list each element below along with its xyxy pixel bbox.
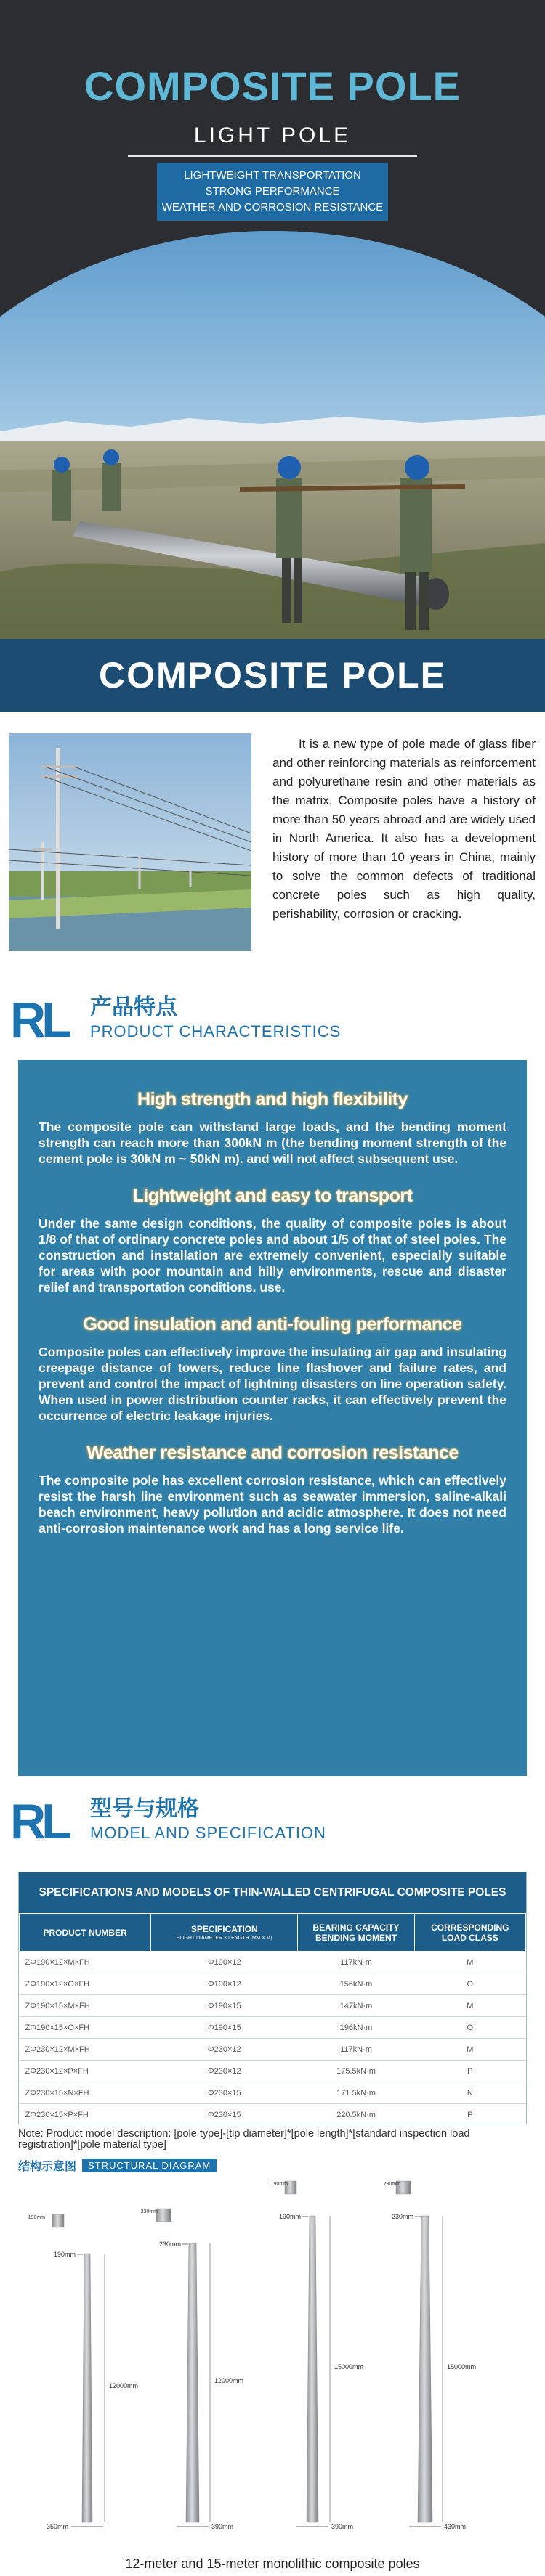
- col-bearing: BEARING CAPACITY BENDING MOMENT: [298, 1914, 414, 1952]
- banner-title: COMPOSITE POLE: [98, 655, 447, 696]
- cell-load-class: M: [414, 1952, 525, 1973]
- cell-bearing: 117kN·m: [298, 1952, 414, 1973]
- cell-specification: Φ190×12: [151, 1973, 298, 1995]
- table-row: [20, 1995, 526, 2017]
- cell-product-number: ZΦ230×12×P×FH: [20, 2061, 151, 2082]
- cell-specification: Φ230×15: [151, 2104, 298, 2126]
- rl-logo: RL: [10, 993, 68, 1048]
- characteristic-body: Composite poles can effectively improve the insulating air gap and insulating creepage distance of towers, reduce line flashover and failure rates, and prevent and control the impact of lightning disasters on line operation safety. When used in power distribution counter racks, it can effectively prevent the occurrence of electric leakage injuries.: [39, 1345, 506, 1423]
- model-heading: [0, 1790, 545, 1862]
- pole-cap-label: 230mm: [140, 2209, 158, 2214]
- heading-en: PRODUCT CHARACTERISTICS: [90, 1022, 342, 1040]
- characteristic-item: [39, 1443, 506, 1536]
- characteristic-body: The composite pole can withstand large loads, and the bending moment strength can reach more than 300kN m (the bending moment strength of the cement pole is 30kN m ~ 50kN m). and will not affect subsequent use.: [39, 1120, 506, 1166]
- characteristics-panel: [18, 1060, 527, 1776]
- cell-product-number: ZΦ230×15×N×FH: [20, 2082, 151, 2104]
- table-row: [20, 2082, 526, 2104]
- intro-section: [0, 712, 545, 989]
- col-load-class: CORRESPONDING LOAD CLASS: [414, 1914, 525, 1952]
- cell-bearing: 175.5kN·m: [298, 2061, 414, 2082]
- rl-logo: RL: [10, 1794, 68, 1849]
- intro-paragraph: It is a new type of pole made of glass fiber and other reinforcing materials as reinforcement and polyurethane resin and other materials as the matrix. Composite poles have a history of more than 50 years abroad and are widely used in North America. It also has a development history of more than 10 years in China, mainly to solve the common defects of traditional concrete poles such as high quality, perishability, corrosion or cracking.: [272, 737, 536, 921]
- cell-product-number: ZΦ190×12×O×FH: [20, 1973, 151, 1995]
- cell-specification: Φ230×12: [151, 2061, 298, 2082]
- pole-cap-label: 190mm: [28, 2215, 45, 2220]
- spec-table-body: [20, 1952, 526, 2126]
- hero-tag: LIGHTWEIGHT TRANSPORTATION: [184, 169, 361, 182]
- cell-load-class: M: [414, 1995, 525, 2017]
- cell-specification: Φ230×15: [151, 2082, 298, 2104]
- pole-cap-section: [52, 2214, 64, 2227]
- cell-load-class: N: [414, 2082, 525, 2104]
- cell-specification: Φ190×12: [151, 1952, 298, 1973]
- pole-tip-label: 230mm: [391, 2213, 413, 2220]
- hero-tag: STRONG PERFORMANCE: [205, 185, 340, 197]
- col-specification: [151, 1914, 298, 1952]
- hero-tag: WEATHER AND CORROSION RESISTANCE: [161, 201, 384, 213]
- composite-pole-banner: [0, 639, 545, 712]
- col-product-number: PRODUCT NUMBER: [20, 1914, 151, 1952]
- model-section: [0, 1790, 545, 2576]
- characteristic-item: [39, 1186, 506, 1295]
- cell-bearing: 117kN·m: [298, 2039, 414, 2061]
- pole-length-label: 12000mm: [214, 2377, 244, 2384]
- cell-bearing: 196kN·m: [298, 2017, 414, 2039]
- cell-bearing: 147kN·m: [298, 1995, 414, 2017]
- pole-cap-label: 190mm: [270, 2182, 288, 2187]
- pole-cap-section: [156, 2209, 171, 2222]
- table-header-row: [20, 1914, 526, 1952]
- structural-diagram-svg: [0, 2174, 545, 2551]
- cell-bearing: 171.5kN·m: [298, 2082, 414, 2104]
- pole-length-label: 15000mm: [447, 2363, 477, 2371]
- characteristic-body: The composite pole has excellent corrosion resistance, which can effectively resist the harsh line environment such as seawater immersion, saline-alkali beach environment, heavy pollution and acidic atmosphere. It does not need anti-corrosion maintenance work and has a long service life.: [39, 1473, 506, 1536]
- characteristic-title: Good insulation and anti-fouling performance: [83, 1314, 462, 1334]
- table-row: [20, 2061, 526, 2082]
- structure-heading-cn: 结构示意图: [18, 2160, 77, 2173]
- spec-table: [19, 1913, 526, 2126]
- heading-cn: 产品特点: [90, 995, 177, 1019]
- cell-load-class: O: [414, 1973, 525, 1995]
- cell-load-class: O: [414, 2017, 525, 2039]
- pole-tip-label: 230mm: [158, 2241, 181, 2248]
- cell-specification: Φ190×15: [151, 1995, 298, 2017]
- table-row: [20, 1973, 526, 1995]
- structure-heading: [18, 2156, 545, 2174]
- hero-subtitle: LIGHT POLE: [193, 123, 352, 147]
- table-row: [20, 1952, 526, 1973]
- spec-table-wrapper: [18, 1872, 527, 2124]
- characteristic-title: High strength and high flexibility: [137, 1089, 408, 1109]
- cell-bearing: 220.5kN·m: [298, 2104, 414, 2126]
- pole-base-label: 430mm: [444, 2523, 467, 2530]
- table-row: [20, 2039, 526, 2061]
- cell-product-number: ZΦ190×15×O×FH: [20, 2017, 151, 2039]
- heading-en: MODEL AND SPECIFICATION: [90, 1824, 326, 1842]
- cell-product-number: ZΦ190×12×M×FH: [20, 1952, 151, 1973]
- table-row: [20, 2017, 526, 2039]
- pole-base-label: 390mm: [331, 2523, 354, 2530]
- model-note: Note: Product model description: [pole type]-[tip diameter]*[pole length]*[standard inspection load registration]*[pole material type]: [18, 2128, 470, 2151]
- cell-bearing: 156kN·m: [298, 1973, 414, 1995]
- pole-length-label: 12000mm: [109, 2382, 139, 2389]
- cell-product-number: ZΦ190×15×M×FH: [20, 1995, 151, 2017]
- structure-heading-en: STRUCTURAL DIAGRAM: [82, 2159, 217, 2172]
- cell-load-class: P: [414, 2061, 525, 2082]
- spec-table-title: SPECIFICATIONS AND MODELS OF THIN-WALLED CENTRIFUGAL COMPOSITE POLES: [19, 1872, 526, 1913]
- characteristic-title: Weather resistance and corrosion resistance: [86, 1443, 459, 1463]
- cell-specification: Φ230×12: [151, 2039, 298, 2061]
- intro-photo-poles-by-river: [9, 733, 251, 951]
- characteristic-item: [39, 1314, 506, 1424]
- characteristic-item: [39, 1089, 506, 1167]
- characteristics-heading: [0, 989, 545, 1060]
- structural-diagram: [0, 2174, 545, 2551]
- cell-load-class: P: [414, 2104, 525, 2126]
- characteristic-title: Lightweight and easy to transport: [132, 1186, 413, 1206]
- cell-specification: Φ190×15: [151, 2017, 298, 2039]
- heading-cn: 型号与规格: [90, 1797, 199, 1821]
- pole-base-label: 390mm: [211, 2523, 234, 2530]
- col-spec-sub: SLIGHT DIAMETER × LENGTH (MM × M): [176, 1936, 272, 1941]
- pole-length-label: 15000mm: [334, 2363, 364, 2371]
- hero-divider: [128, 155, 417, 157]
- pole-base-label: 350mm: [46, 2523, 68, 2530]
- pole-shape: [307, 2216, 318, 2522]
- cell-load-class: M: [414, 2039, 525, 2061]
- hero-photo-workers-carrying-pole: [0, 231, 545, 639]
- hero-title: COMPOSITE POLE: [84, 63, 461, 109]
- hero-section: [0, 0, 545, 639]
- cell-product-number: ZΦ230×15×P×FH: [20, 2104, 151, 2126]
- cell-product-number: ZΦ230×12×M×FH: [20, 2039, 151, 2061]
- diagram-caption: 12-meter and 15-meter monolithic composite poles: [125, 2556, 420, 2571]
- pole-shape: [82, 2254, 92, 2522]
- pole-tip-label: 190mm: [278, 2213, 301, 2220]
- pole-shape: [186, 2243, 199, 2522]
- hero-tag-box: [157, 163, 388, 221]
- characteristics-section: [0, 989, 545, 1776]
- pole-cap-label: 230mm: [383, 2182, 400, 2187]
- col-spec-label: SPECIFICATION: [190, 1924, 258, 1934]
- pole-shape: [418, 2216, 432, 2522]
- characteristic-body: Under the same design conditions, the quality of composite poles is about 1/8 of that of ordinary concrete poles and about 1/5 of that of steel poles. The construction and installation are extremely convenient, especially suitable for areas with poor mountain and hilly environments, rescue and disaster relief and transportation conditions. use.: [39, 1216, 506, 1295]
- pole-tip-label: 190mm: [53, 2251, 76, 2258]
- table-row: [20, 2104, 526, 2126]
